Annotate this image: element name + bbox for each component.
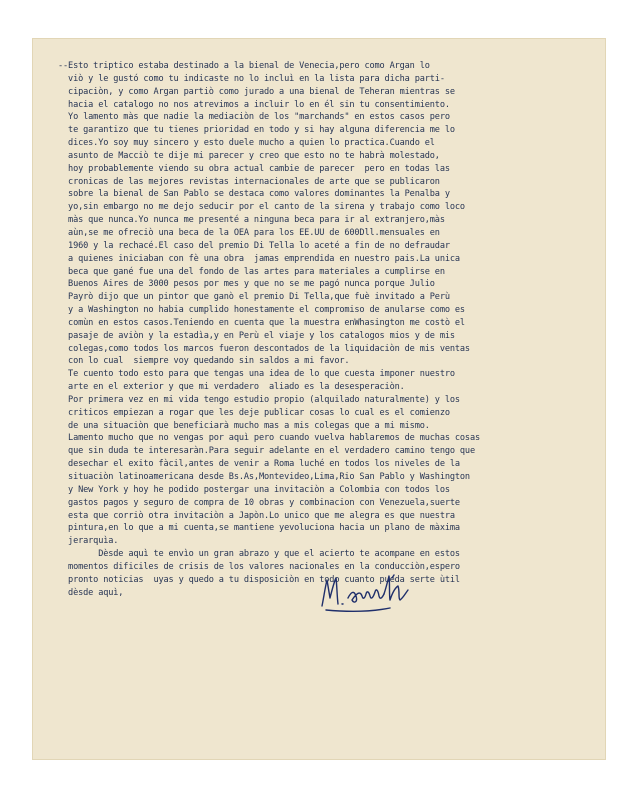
letter-line: pasaje de aviòn y la estadìa,y en Perù el viaje y los catalogos mios y de mis xyxy=(58,330,455,341)
letter-line: con lo cual siempre voy quedando sin saldos a mi favor. xyxy=(58,356,350,367)
letter-body xyxy=(58,60,578,599)
letter-line: pronto noticias uyas y quedo a tu disposiciòn en todo cuanto pueda serte ùtil xyxy=(58,574,460,585)
letter-line: te garantizo que tu tienes prioridad en todo y si hay alguna diferencia me lo xyxy=(58,125,455,136)
letter-line: arte en el exterior y que mi verdadero aliado es la desesperaciòn. xyxy=(58,382,405,393)
letter-line: Por primera vez en mi vida tengo estudio propio (alquilado naturalmente) y los xyxy=(58,394,460,405)
letter-line: de una situaciòn que beneficiarà mucho mas a mis colegas que a mi mismo. xyxy=(58,420,430,431)
letter-line: Buenos Aires de 3000 pesos por mes y que no se me pagó nunca porque Julio xyxy=(58,279,435,290)
letter-line: que sin duda te interesaràn.Para seguir adelante en el verdadero camino tengo que xyxy=(58,446,475,457)
letter-line: a quienes iniciaban con fè una obra jamas emprendida en nuestro pais.La unica xyxy=(58,253,460,264)
letter-line: y New York y hoy he podido postergar una invitaciòn a Colombia con todos los xyxy=(58,484,450,495)
letter-line: jerarquìa. xyxy=(58,536,119,547)
letter-line: hoy probablemente viendo su obra actual cambie de parecer pero en todas las xyxy=(58,163,450,174)
letter-line: desechar el exito fàcil,antes de venir a Roma luché en todos los niveles de la xyxy=(58,459,460,470)
letter-line: dices.Yo soy muy sincero y esto duele mucho a quien lo practica.Cuando el xyxy=(58,138,435,149)
letter-line: momentos dificiles de crisis de los valores nacionales en la conducciòn,espero xyxy=(58,561,460,572)
letter-line: hacia el catalogo no nos atrevimos a incluir lo en él sin tu consentimiento. xyxy=(58,99,450,110)
letter-line: viò y le gustó como tu indicaste no lo incluì en la lista para dicha parti- xyxy=(58,73,445,84)
letter-line: dèsde aquì, xyxy=(58,587,124,598)
letter-line: aùn,se me ofreciò una beca de la OEA para los EE.UU de 600Dll.mensuales en xyxy=(58,227,440,238)
letter-line: pintura,en lo que a mi cuenta,se mantiene yevoluciona hacia un plano de màxima xyxy=(58,523,460,534)
letter-line: sobre la bienal de San Pablo se destaca como valores dominantes la Penalba y xyxy=(58,189,450,200)
letter-line: 1960 y la rechacé.El caso del premio Di Tella lo aceté a fin de no defraudar xyxy=(58,240,450,251)
letter-line: Lamento mucho que no vengas por aquì pero cuando vuelva hablaremos de muchas cosas xyxy=(58,433,481,444)
letter-line: --Esto triptico estaba destinado a la bienal de Venecia,pero como Argan lo xyxy=(58,61,430,71)
letter-line: comùn en estos casos.Teniendo en cuenta que la muestra enWhasington me costò el xyxy=(58,317,465,328)
signature xyxy=(318,568,428,618)
letter-line: cronicas de las mejores revistas internacionales de arte que se publicaron xyxy=(58,176,440,187)
letter-line: situaciòn latinoamericana desde Bs.As,Montevideo,Lima,Rio San Pablo y Washington xyxy=(58,472,470,482)
letter-line: esta que corriò otra invitaciòn a Japòn.Lo unico que me alegra es que nuestra xyxy=(58,510,455,521)
letter-line: Yo lamento màs que nadie la mediaciòn de los "marchands" en estos casos pero xyxy=(58,112,450,123)
handwritten-signature-icon xyxy=(318,568,428,618)
letter-line: màs que nunca.Yo nunca me presenté a ninguna beca para ir al extranjero,màs xyxy=(58,215,445,226)
letter-line: Te cuento todo esto para que tengas una idea de lo que cuesta imponer nuestro xyxy=(58,369,455,380)
letter-line: y a Washington no habia cumplido honestamente el compromiso de anularse como es xyxy=(58,305,465,316)
letter-line: gastos pagos y seguro de compra de 10 obras y combinacion con Venezuela,suerte xyxy=(58,497,460,508)
letter-line: Dèsde aquì te envìo un gran abrazo y que el acierto te acompane en estos xyxy=(58,549,460,560)
letter-line: beca que gané fue una del fondo de las artes para materiales a cumplirse en xyxy=(58,266,445,277)
letter-line: yo,sin embargo no me dejo seducir por el canto de la sirena y trabajo como loco xyxy=(58,202,465,213)
letter-line: criticos empiezan a rogar que les deje publicar cosas lo cual es el comienzo xyxy=(58,407,450,418)
letter-line: cipaciòn, y como Argan partiò como jurado a una bienal de Teheran mientras se xyxy=(58,86,455,97)
letter-line: asunto de Macciò te dije mi parecer y creo que esto no te habrà molestado, xyxy=(58,150,440,161)
letter-line: colegas,como todos los marcos fueron descontados de la liquidaciòn de mis ventas xyxy=(58,343,470,354)
letter-line: Payrò dijo que un pintor que ganò el premio Di Tella,que fuè invitado a Perù xyxy=(58,292,450,303)
